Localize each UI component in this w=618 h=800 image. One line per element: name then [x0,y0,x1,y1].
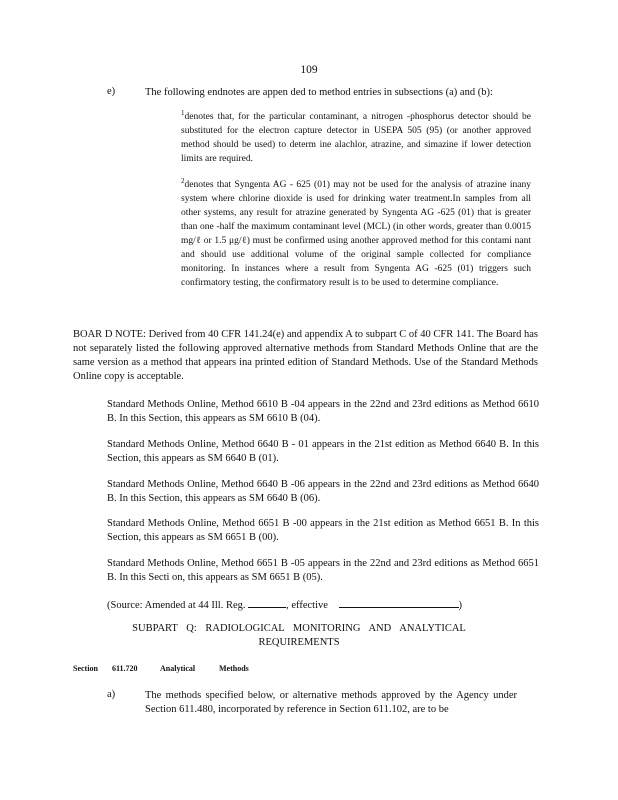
source-prefix: (Source: Amended at 44 Ill. Reg. [107,600,246,611]
subpart-heading-line1: SUBPART Q: RADIOLOGICAL MONITORING AND ANALYTICAL [132,623,466,634]
method-entry-5: Standard Methods Online, Method 6651 B -05 appears in the 22nd and 23rd editions as Method 6651 B. In this Secti on, this appears as SM 6651 B (05). [107,558,539,583]
method-entry-3: Standard Methods Online, Method 6640 B -06 appears in the 22nd and 23rd editions as Method 6640 B. In this Section, this appears as SM 6640 B (06). [107,479,539,504]
endnote-2-text: denotes that Syngenta AG - 625 (01) may not be used for the analysis of atrazine inany system where chlorine dioxide is used for drinking water treatment.In samples from all other systems, any result for atrazine generated by Syngenta AG -625 (01) that is greater than one -half the maximum contaminant level (MCL) (in other words, greater than 0.0015 mg/ℓ or 1.5 μg/ℓ) must be confirmed using another approved method for this contami nant and should use additional volume of the original sample collected for compliance monitoring. In instances where a result from Syngenta AG -625 (01) triggers such confirmatory testing, the confirmatory result is to be used to determine compliance. [181,180,531,288]
item-a-label: a) [107,689,116,700]
source-suffix: ) [458,600,463,611]
subpart-heading-line2: REQUIREMENTS [258,637,340,648]
endnote-1-marker: 1 [181,108,185,117]
section-title-1: Analytical [160,664,196,673]
register-blank [248,597,286,608]
method-entry-1: Standard Methods Online, Method 6610 B -04 appears in the 22nd and 23rd editions as Method 6610 B. In this Section, this appears as SM 6610 B (04). [107,399,539,424]
method-entry-4: Standard Methods Online, Method 6651 B -00 appears in the 21st edition as Method 6651 B. In this Section, this appears as SM 6651 B (00). [107,518,539,543]
endnote-1-text: denotes that, for the particular contaminant, a nitrogen -phosphorus detector should be substituted for the electron capture detector in USEPA 505 (95) (or another approved method should be used) to determ ine alachlor, atrazine, and simazine if lower detection limits are required. [181,112,531,164]
effective-date-blank [339,597,459,608]
source-middle: , effective [286,600,328,611]
item-a-text: The methods specified below, or alternative methods approved by the Agency under Section 611.480, incorporated by reference in Section 611.102, are to be [145,690,517,715]
board-note: BOAR D NOTE: Derived from 40 CFR 141.24(e) and appendix A to subpart C of 40 CFR 141. The Board has not separately listed the following approved alternative methods from Standard Methods Online that are the same version as a method that appears ina printed edition of Standard Methods. Use of the Standard Methods Online copy is acceptable. [73,329,538,382]
source-note [107,597,539,613]
method-entry-2: Standard Methods Online, Method 6640 B - 01 appears in the 21st edition as Method 6640 B. In this Section, this appears as SM 6640 B (01). [107,439,539,464]
endnote-2-marker: 2 [181,176,185,185]
subpart-heading [120,622,478,650]
section-heading [73,664,249,673]
item-e-text: The following endnotes are appen ded to method entries in subsections (a) and (b): [145,87,493,98]
endnote-2 [181,178,531,290]
item-e-label: e) [107,86,116,97]
section-title-2: Methods [219,664,249,673]
endnote-1 [181,110,531,166]
section-number: 611.720 [112,664,138,673]
page-number: 109 [300,64,318,76]
section-label: Section [73,664,98,673]
